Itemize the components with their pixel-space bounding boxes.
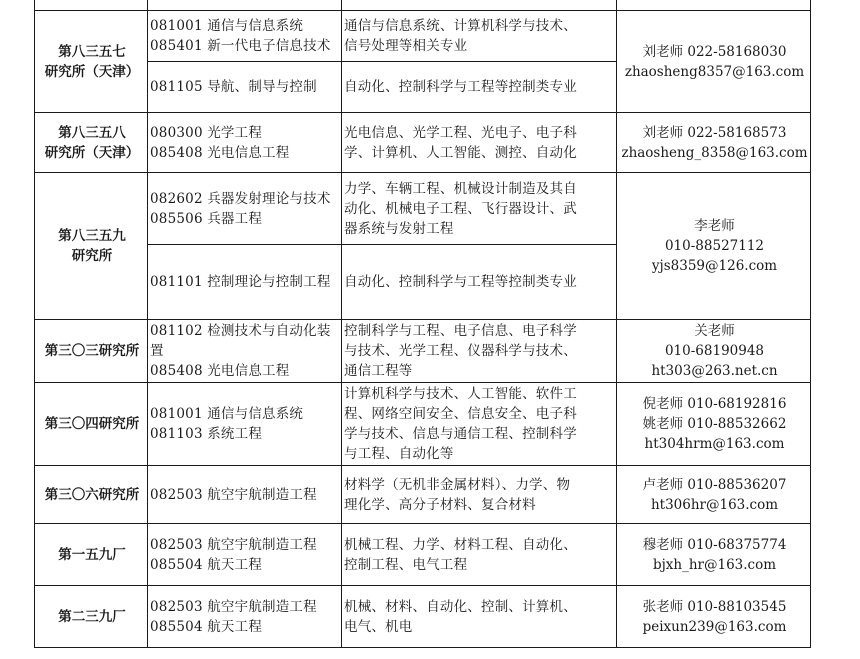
institute-cell: 第八三五八 研究所（天津） (35, 113, 148, 173)
institute-cell: 第三〇四研究所 (35, 383, 148, 466)
related-cell: 机械工程、力学、材料工程、自动化、 控制工程、电气工程 (342, 524, 617, 586)
contact-cell: 卢老师 010-88536207 ht306hr@163.com (617, 466, 811, 524)
related-cell: 通信与信息系统、计算机科学与技术、 信号处理等相关专业 (342, 11, 617, 62)
related-cell: 自动化、控制科学与工程等控制类专业 (342, 245, 617, 320)
major-cell: 080300 光学工程 085408 光电信息工程 (148, 113, 342, 173)
table-row (35, 586, 811, 648)
institute-cell: 第八三五九 研究所 (35, 173, 148, 320)
institute-cell: 第三〇六研究所 (35, 466, 148, 524)
contact-cell: 倪老师 010-68192816 姚老师 010-88532662 ht304hrm@163.com (617, 383, 811, 466)
related-cell: 计算机科学与技术、人工智能、软件工 程、网络空间安全、信息安全、电子科 学与技术、信息与通信工程、控制科学 与工程、自动化等 (342, 383, 617, 466)
major-cell: 082503 航空宇航制造工程 085504 航天工程 (148, 586, 342, 648)
contact-cell: 穆老师 010-68375774 bjxh_hr@163.com (617, 524, 811, 586)
major-cell (148, 0, 342, 11)
related-cell (342, 0, 617, 11)
major-cell: 082602 兵器发射理论与技术 085506 兵器工程 (148, 173, 342, 245)
related-cell: 控制科学与工程、电子信息、电子科学 与技术、光学工程、仪器科学与技术、 通信工程等 (342, 320, 617, 383)
major-cell: 081101 控制理论与控制工程 (148, 245, 342, 320)
related-cell: 自动化、控制科学与工程等控制类专业 (342, 62, 617, 113)
related-cell: 材料学（无机非金属材料）、力学、物 理化学、高分子材料、复合材料 (342, 466, 617, 524)
institute-cell (35, 0, 148, 11)
table-row (35, 173, 811, 245)
contact-cell: 刘老师 022-58168030 zhaosheng8357@163.com (617, 11, 811, 113)
institute-cell: 第一五九厂 (35, 524, 148, 586)
table-row (35, 383, 811, 466)
major-cell: 081001 通信与信息系统 081103 系统工程 (148, 383, 342, 466)
contact-cell: 张老师 010-88103545 peixun239@163.com (617, 586, 811, 648)
related-cell: 光电信息、光学工程、光电子、电子科 学、计算机、人工智能、测控、自动化 (342, 113, 617, 173)
table-row (35, 11, 811, 62)
table-row (35, 320, 811, 383)
institute-cell: 第八三五七 研究所（天津） (35, 11, 148, 113)
contact-cell: 李老师 010-88527112 yjs8359@126.com (617, 173, 811, 320)
admissions-table (34, 0, 811, 648)
major-cell: 081001 通信与信息系统 085401 新一代电子信息技术 (148, 11, 342, 62)
related-cell: 机械、材料、自动化、控制、计算机、 电气、机电 (342, 586, 617, 648)
institute-cell: 第三〇三研究所 (35, 320, 148, 383)
contact-cell (617, 0, 811, 11)
table-row (35, 466, 811, 524)
related-cell: 力学、车辆工程、机械设计制造及其自 动化、机械电子工程、飞行器设计、武 器系统与发射工程 (342, 173, 617, 245)
contact-cell: 关老师 010-68190948 ht303@263.net.cn (617, 320, 811, 383)
major-cell: 081105 导航、制导与控制 (148, 62, 342, 113)
major-cell: 082503 航空宇航制造工程 (148, 466, 342, 524)
contact-cell: 刘老师 022-58168573 zhaosheng_8358@163.com (617, 113, 811, 173)
table-row (35, 113, 811, 173)
table-row (35, 0, 811, 11)
major-cell: 081102 检测技术与自动化装 置 085408 光电信息工程 (148, 320, 342, 383)
major-cell: 082503 航空宇航制造工程 085504 航天工程 (148, 524, 342, 586)
table-row (35, 524, 811, 586)
institute-cell: 第二三九厂 (35, 586, 148, 648)
